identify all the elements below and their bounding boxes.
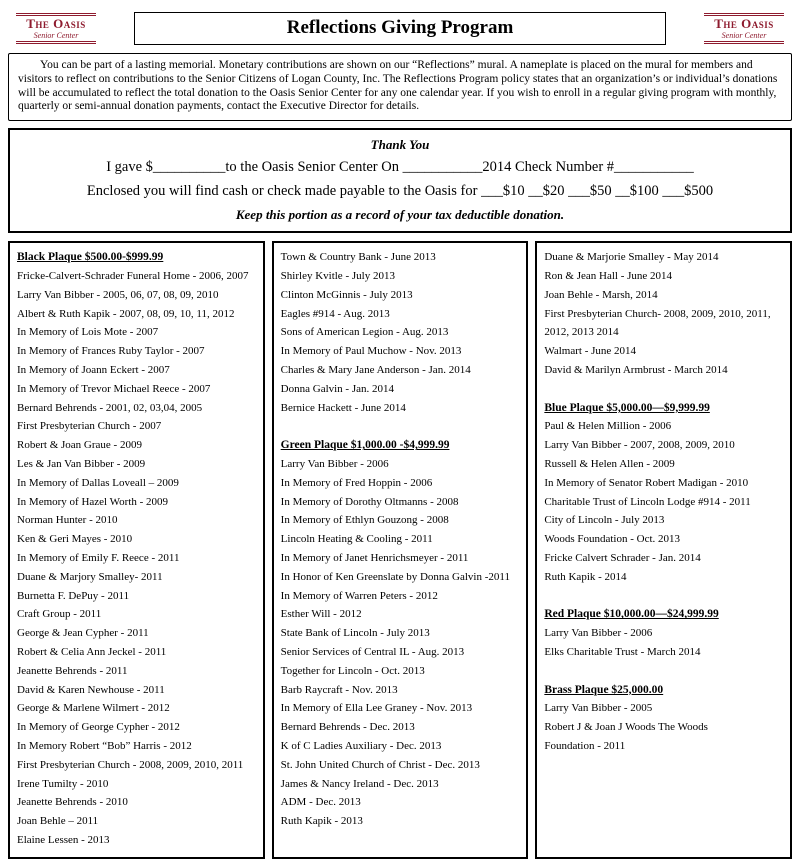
donor-item: Elks Charitable Trust - March 2014 — [544, 645, 701, 658]
donor-item: In Memory of Ella Lee Graney - Nov. 2013 — [280, 702, 473, 715]
donor-item: State Bank of Lincoln - July 2013 — [280, 627, 430, 640]
donor-item: In Memory of Joann Eckert - 2007 — [17, 363, 170, 376]
donor-item: Donna Galvin - Jan. 2014 — [280, 382, 395, 395]
header — [14, 12, 786, 45]
donor-item: Walmart - June 2014 — [544, 345, 637, 358]
donor-item: K of C Ladies Auxiliary - Dec. 2013 — [280, 739, 442, 752]
donor-item: Larry Van Bibber - 2006 — [544, 627, 653, 640]
intro-box — [8, 53, 792, 121]
donor-item: Esther Will - 2012 — [280, 608, 362, 621]
donor-item: Ruth Kapik - 2013 — [280, 815, 363, 828]
donor-column-1 — [8, 241, 265, 859]
donor-item: In Memory of Dorothy Oltmanns - 2008 — [280, 495, 459, 508]
donor-item: In Memory of Fred Hoppin - 2006 — [280, 476, 433, 489]
donor-item: Lincoln Heating & Cooling - 2011 — [280, 533, 433, 546]
donor-item: Duane & Marjorie Smalley - May 2014 — [544, 251, 719, 264]
donor-item: Burnetta F. DePuy - 2011 — [17, 589, 130, 602]
plaque-heading: Blue Plaque $5,000.00—$9,999.99 — [544, 401, 710, 414]
donor-item: In Memory of Hazel Worth - 2009 — [17, 495, 169, 508]
donor-item: Together for Lincoln - Oct. 2013 — [280, 664, 425, 677]
donor-item: James & Nancy Ireland - Dec. 2013 — [280, 777, 439, 790]
logo-name: The Oasis — [26, 16, 86, 31]
donor-item: In Memory of Paul Muchow - Nov. 2013 — [280, 345, 462, 358]
donor-item: Craft Group - 2011 — [17, 608, 102, 621]
donor-item: First Presbyterian Church- 2008, 2009, 2010, 2011, 2012, 2013 2014 — [544, 307, 771, 339]
donor-item: Charles & Mary Jane Anderson - Jan. 2014 — [280, 363, 471, 376]
donor-item: In Memory of Ethlyn Gouzong - 2008 — [280, 514, 449, 527]
donor-item: Senior Services of Central IL - Aug. 2013 — [280, 645, 465, 658]
logo-rule-bottom — [704, 41, 784, 44]
donor-item: Barb Raycraft - Nov. 2013 — [280, 683, 398, 696]
donor-item: Fricke-Calvert-Schrader Funeral Home - 2006, 2007 — [17, 269, 249, 282]
donor-item: St. John United Church of Christ - Dec. 2013 — [280, 758, 480, 771]
plaque-heading: Brass Plaque $25,000.00 — [544, 683, 664, 696]
donor-item: Russell & Helen Allen - 2009 — [544, 457, 675, 470]
donor-item: Irene Tumilty - 2010 — [17, 777, 109, 790]
plaque-heading: Black Plaque $500.00-$999.99 — [17, 251, 164, 264]
title-box — [134, 12, 666, 45]
plaque-heading: Red Plaque $10,000.00—$24,999.99 — [544, 608, 719, 621]
donor-item: In Memory Robert “Bob” Harris - 2012 — [17, 739, 192, 752]
donor-item: Fricke Calvert Schrader - Jan. 2014 — [544, 551, 701, 564]
donor-item: In Memory of Frances Ruby Taylor - 2007 — [17, 345, 205, 358]
donor-item: Foundation - 2011 — [544, 739, 626, 752]
donor-item: In Memory of Dallas Loveall – 2009 — [17, 476, 179, 489]
list-spacer — [544, 587, 783, 606]
oasis-logo-right — [702, 12, 786, 45]
donor-item: Larry Van Bibber - 2006 — [280, 457, 389, 470]
thank-you-keep-line: Keep this portion as a record of your tax deductible donation. — [235, 207, 565, 223]
logo-subtitle: Senior Center — [721, 31, 767, 40]
donor-item: Les & Jan Van Bibber - 2009 — [17, 457, 146, 470]
list-spacer — [544, 662, 783, 681]
intro-paragraph: You can be part of a lasting memorial. Monetary contributions are shown on our “Reflections” mural. A nameplate is placed on the mural for members and visitors to reflect on contributions to the Senior Citizens of Logan County, Inc. The Reflections Program policy states that an organization’s or individual’s donations will be accumulated to reflect the total donation to the Oasis Senior Center for any one calendar year. If you wish to enroll in a regular giving program with monthly, quarterly or semi-annual donation payments, contact the Executive Director for details. — [18, 59, 778, 113]
donor-item: In Memory of Emily F. Reece - 2011 — [17, 551, 180, 564]
donor-item: Paul & Helen Million - 2006 — [544, 420, 672, 433]
donor-item: Jeanette Behrends - 2011 — [17, 664, 128, 677]
donor-item: Elaine Lessen - 2013 — [17, 833, 110, 846]
plaque-heading: Green Plaque $1,000.00 -$4,999.99 — [280, 439, 450, 452]
donor-item: Larry Van Bibber - 2005, 06, 07, 08, 09, 2010 — [17, 288, 219, 301]
donor-item: First Presbyterian Church - 2008, 2009, 2010, 2011 — [17, 758, 244, 771]
donor-item: Clinton McGinnis - July 2013 — [280, 288, 413, 301]
donor-item: Ruth Kapik - 2014 — [544, 570, 627, 583]
thank-you-enclosed-line: Enclosed you will find cash or check made payable to the Oasis for ___$10 __$20 ___$50 __$100 ___$500 — [86, 183, 714, 200]
donor-item: Sons of American Legion - Aug. 2013 — [280, 326, 449, 339]
donor-item: George & Marlene Wilmert - 2012 — [17, 702, 170, 715]
donor-item: Eagles #914 - Aug. 2013 — [280, 307, 390, 320]
donor-item: Robert J & Joan J Woods The Woods — [544, 721, 708, 734]
donor-item: Joan Behle - Marsh, 2014 — [544, 288, 658, 301]
donor-item: David & Marilyn Armbrust - March 2014 — [544, 363, 728, 376]
thank-you-title: Thank You — [370, 137, 430, 153]
donor-item: In Memory of Trevor Michael Reece - 2007 — [17, 382, 211, 395]
thank-you-box — [8, 128, 792, 233]
donor-item: Robert & Joan Graue - 2009 — [17, 439, 142, 452]
donor-item: Ken & Geri Mayes - 2010 — [17, 533, 133, 546]
donor-column-2 — [272, 241, 529, 859]
page-title: Reflections Giving Program — [286, 17, 514, 38]
donor-item: In Honor of Ken Greenslate by Donna Galvin -2011 — [280, 570, 510, 583]
donor-item: Larry Van Bibber - 2007, 2008, 2009, 2010 — [544, 439, 735, 452]
donor-item: Woods Foundation - Oct. 2013 — [544, 533, 681, 546]
donor-item: Bernard Behrends - 2001, 02, 03,04, 2005 — [17, 401, 203, 414]
donor-item: Ron & Jean Hall - June 2014 — [544, 269, 673, 282]
donor-item: Bernice Hackett - June 2014 — [280, 401, 406, 414]
donor-column-3 — [535, 241, 792, 859]
logo-subtitle: Senior Center — [33, 31, 79, 40]
list-spacer — [281, 417, 520, 436]
donor-item: In Memory of Senator Robert Madigan - 2010 — [544, 476, 749, 489]
donor-item: In Memory of George Cypher - 2012 — [17, 721, 180, 734]
donor-item: Shirley Kvitle - July 2013 — [280, 269, 395, 282]
oasis-logo-left — [14, 12, 98, 45]
donor-item: Albert & Ruth Kapik - 2007, 08, 09, 10, 11, 2012 — [17, 307, 235, 320]
donor-item: City of Lincoln - July 2013 — [544, 514, 665, 527]
list-spacer — [544, 380, 783, 399]
donor-item: Larry Van Bibber - 2005 — [544, 702, 653, 715]
donor-item: Duane & Marjory Smalley- 2011 — [17, 570, 163, 583]
donor-item: Charitable Trust of Lincoln Lodge #914 - 2011 — [544, 495, 751, 508]
donor-item: Norman Hunter - 2010 — [17, 514, 118, 527]
donor-item: Town & Country Bank - June 2013 — [280, 251, 436, 264]
donor-item: First Presbyterian Church - 2007 — [17, 420, 162, 433]
donor-item: Jeanette Behrends - 2010 — [17, 796, 128, 809]
donor-columns — [8, 241, 792, 859]
donor-item: Joan Behle – 2011 — [17, 815, 99, 828]
donor-item: In Memory of Warren Peters - 2012 — [280, 589, 438, 602]
donor-item: David & Karen Newhouse - 2011 — [17, 683, 165, 696]
donor-item: George & Jean Cypher - 2011 — [17, 627, 149, 640]
donor-item: ADM - Dec. 2013 — [280, 796, 361, 809]
logo-name: The Oasis — [714, 16, 774, 31]
donor-item: Bernard Behrends - Dec. 2013 — [280, 721, 415, 734]
logo-rule-bottom — [16, 41, 96, 44]
thank-you-gave-line: I gave $__________to the Oasis Senior Center On ___________2014 Check Number #___________ — [106, 159, 694, 176]
donor-item: In Memory of Janet Henrichsmeyer - 2011 — [280, 551, 469, 564]
donor-item: Robert & Celia Ann Jeckel - 2011 — [17, 645, 167, 658]
donor-item: In Memory of Lois Mote - 2007 — [17, 326, 159, 339]
